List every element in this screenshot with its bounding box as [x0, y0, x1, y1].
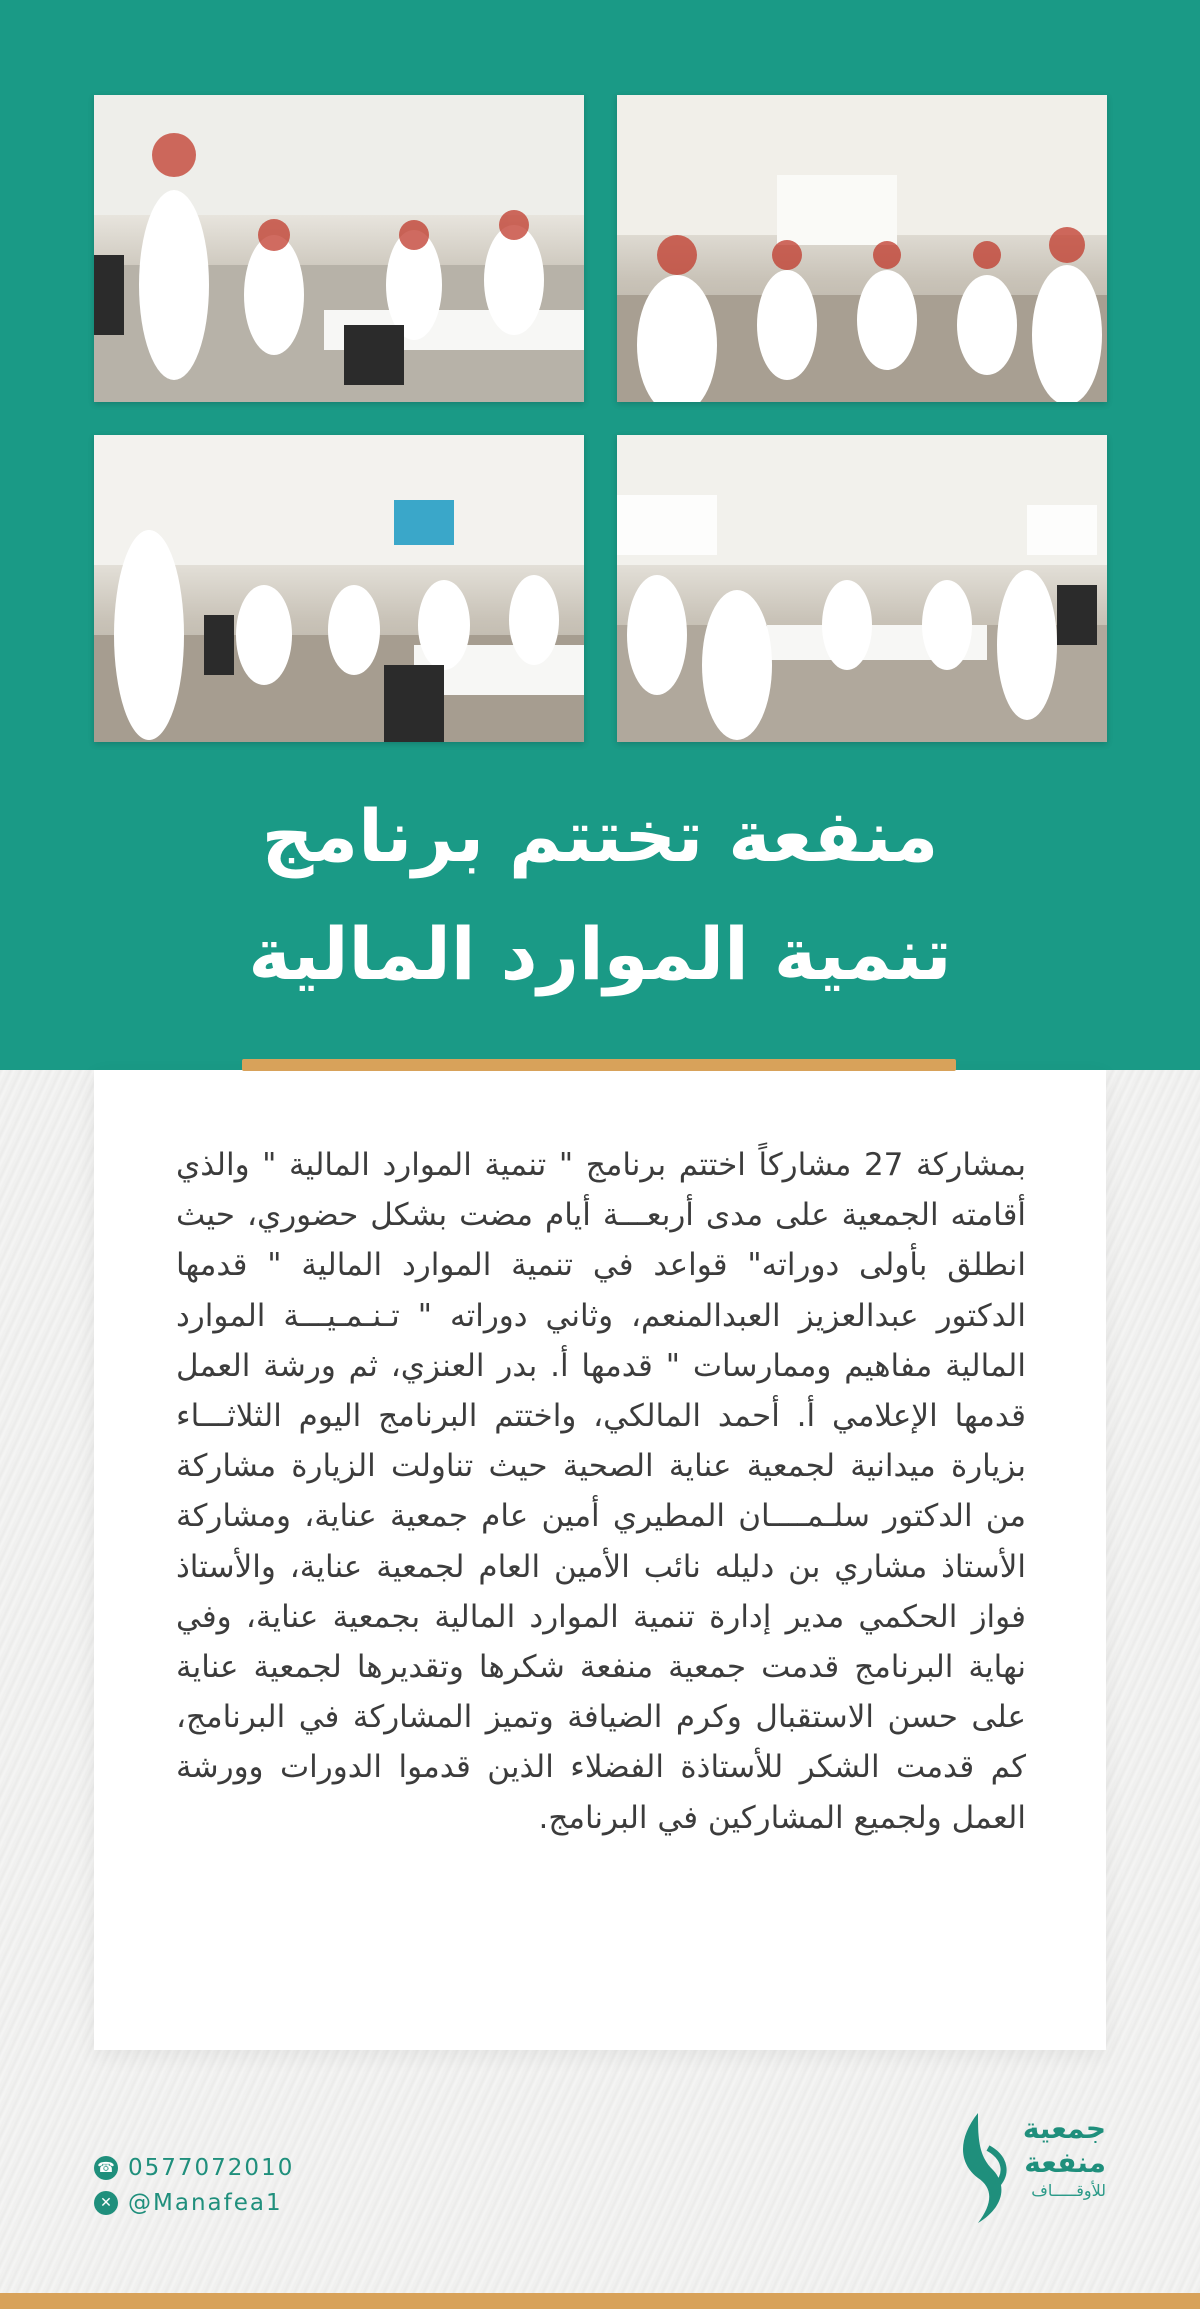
organization-logo-text: جمعية منفعة للأوقـــــاف: [1022, 2112, 1106, 2200]
accent-divider: [242, 1059, 956, 1071]
phone-number: 0577072010: [128, 2155, 295, 2181]
footer-accent-bar: [0, 2293, 1200, 2309]
workshop-photo: [94, 435, 584, 742]
contact-x-handle[interactable]: [94, 2190, 283, 2216]
workshop-photo: [617, 95, 1107, 402]
contact-phone[interactable]: [94, 2155, 294, 2181]
workshop-photo: [617, 435, 1107, 742]
headline-line-2: تنمية الموارد المالية: [248, 912, 952, 996]
headline-line-1: منفعة تختتم برنامج: [261, 794, 939, 878]
phone-icon: ☎: [94, 2156, 118, 2180]
article-body: بمشاركة 27 مشاركاً اختتم برنامج " تنمية الموارد المالية " والذي أقامته الجمعية على مدى أربعـــة أيام مضت بشكل حضوري، حيث انطلق بأولى دوراته" قواعد في تنمية الموارد المالية " قدمها الدكتور عبدالعزيز العبدالمنعم، وثاني دوراته " تـنـمـيـــة الموارد المالية مفاهيم وممارسات " قدمها أ. بدر العنزي، ثم ورشة العمل قدمها الإعلامي أ. أحمد المالكي، واختتم البرنامج اليوم الثلاثـــاء بزيارة ميدانية لجمعية عناية الصحية حيث تناولت الزيارة مشاركة من الدكتور سلـمــــان المطيري أمين عام جمعية عناية، ومشاركة الأستاذ مشاري بن دليله نائب الأمين العام لجمعية عناية، والأستاذ فواز الحكمي مدير إدارة تنمية الموارد المالية بجمعية عناية، وفي نهاية البرنامج قدمت جمعية منفعة شكرها وتقديرها لجمعية عناية على حسن الاستقبال وكرم الضيافة وتميز المشاركة في البرنامج، كم قدمت الشكر للأستاذة الفضلاء الذين قدموا الدورات وورشة العمل ولجميع المشاركين في البرنامج.: [176, 1147, 1026, 1836]
workshop-photo: [94, 95, 584, 402]
x-handle: @Manafea1: [128, 2190, 283, 2216]
x-logo-icon: ✕: [94, 2191, 118, 2215]
